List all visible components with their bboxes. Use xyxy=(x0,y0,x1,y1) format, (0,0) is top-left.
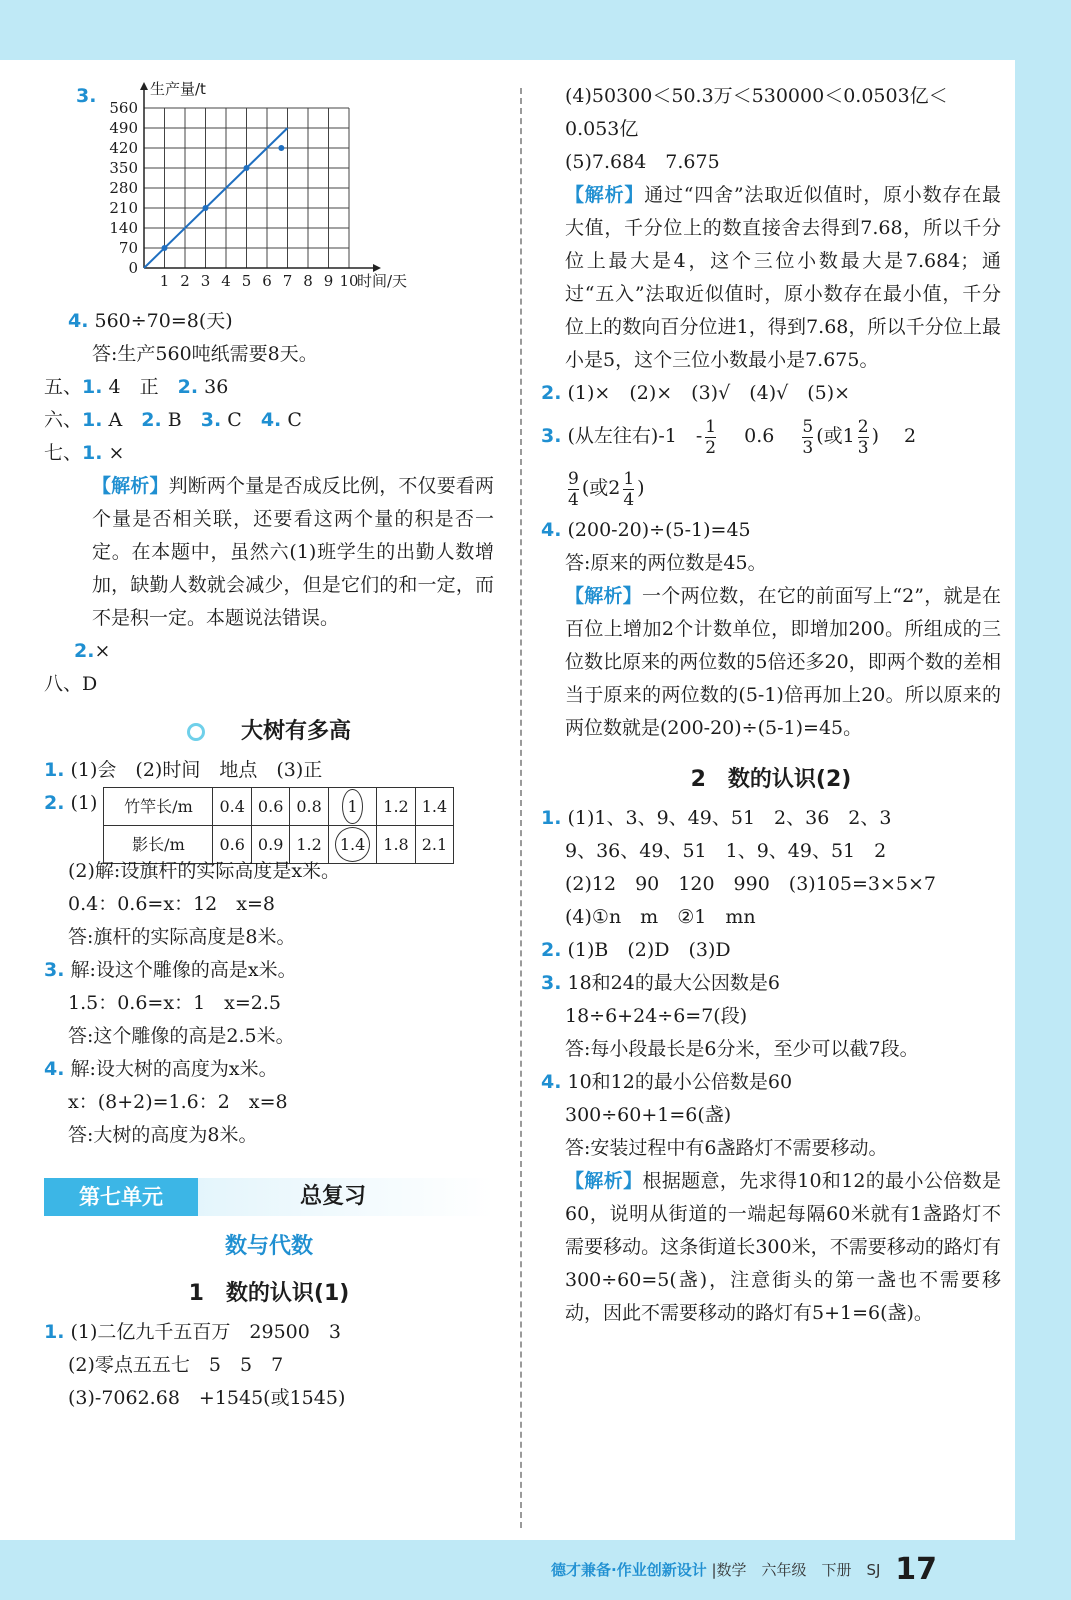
fraction-denominator: 4 xyxy=(623,489,635,510)
y-tick-label: 280 xyxy=(109,179,138,197)
m3-line1 xyxy=(541,967,1001,1000)
r3-line xyxy=(541,410,1001,462)
r4-equation: (200-20)÷(5-1)=45 xyxy=(567,519,751,541)
s6-3-num: 3. xyxy=(200,409,222,431)
m2-line xyxy=(541,934,1001,967)
r3-or2: (或2 xyxy=(581,477,621,499)
m2-num: 2. xyxy=(541,939,562,961)
x-tick-label: 10 xyxy=(339,272,359,290)
r-line2: 0.053亿 xyxy=(565,118,639,140)
y-axis-arrow-icon xyxy=(140,82,148,90)
x-tick-label: 4 xyxy=(221,272,231,290)
n1-line2: (2)零点五五七 5 5 7 xyxy=(68,1354,284,1376)
r-line1: (4)50300＜50.3万＜530000＜0.0503亿＜ xyxy=(565,85,948,107)
y-tick-label: 140 xyxy=(109,219,138,237)
s5-b-num: 2. xyxy=(177,376,199,398)
n1-line1 xyxy=(44,1316,494,1349)
r4-line xyxy=(541,514,1001,547)
table-cell: 0.6 xyxy=(251,788,289,826)
m4-line1 xyxy=(541,1066,1001,1099)
q4-line xyxy=(44,305,494,338)
x-tick-label: 9 xyxy=(323,272,334,290)
x-tick-label: 7 xyxy=(282,272,293,290)
table-header-shadow: 影长/m xyxy=(104,826,213,864)
r-line3: (5)7.684 7.675 xyxy=(565,151,720,173)
r3-close1: ) xyxy=(871,425,879,447)
r2-text: (1)× (2)× (3)√ (4)√ (5)× xyxy=(567,382,851,404)
s6-3-text: C xyxy=(227,409,242,431)
table-cell: 0.9 xyxy=(251,826,289,864)
footer-subject: |数学 六年级 下册 SJ xyxy=(711,1561,881,1579)
x-tick-label: 6 xyxy=(262,272,272,290)
t3-line3: 答:这个雕像的高是2.5米。 xyxy=(68,1025,295,1047)
fraction-denominator: 3 xyxy=(857,437,869,458)
s7-explanation xyxy=(44,470,494,635)
table-cell-circled xyxy=(328,788,376,826)
r3-close2: ) xyxy=(637,477,645,499)
r4-explanation xyxy=(541,580,1001,745)
r3-prefix: (从左往右)-1 - xyxy=(567,425,703,447)
unit-label: 第七单元 xyxy=(44,1178,198,1216)
fraction xyxy=(623,469,634,510)
m1-line1 xyxy=(541,802,1001,835)
column-divider xyxy=(520,88,522,1528)
q4-number: 4. xyxy=(68,310,89,332)
page-footer xyxy=(551,1552,937,1587)
r3-line2 xyxy=(541,462,1001,514)
table-row xyxy=(104,788,454,826)
s7-label: 七、 xyxy=(44,442,83,464)
table-cell: 1.4 xyxy=(415,788,453,826)
unit-title: 总复习 xyxy=(300,1184,367,1209)
x-tick-label: 3 xyxy=(200,272,211,290)
section-five xyxy=(44,371,494,404)
x-tick-label: 8 xyxy=(303,272,313,290)
bamboo-shadow-table xyxy=(103,787,454,864)
data-point xyxy=(203,205,209,211)
m4-text: 10和12的最小公倍数是60 xyxy=(567,1071,793,1093)
fraction-denominator: 4 xyxy=(568,489,579,510)
unit-banner xyxy=(44,1178,494,1216)
s7-2-line xyxy=(44,635,494,668)
fraction xyxy=(568,469,579,510)
t3-line2: 1.5：0.6=x：1 x=2.5 xyxy=(68,992,282,1014)
t3-line1 xyxy=(44,954,494,987)
s6-1-num: 1. xyxy=(82,409,103,431)
analysis-tag: 【解析】 xyxy=(565,184,645,206)
data-point xyxy=(278,145,284,151)
data-point xyxy=(244,165,250,171)
s7-1-text: × xyxy=(108,442,125,464)
r4-explanation-text: 一个两位数，在它的前面写上“2”，就是在百位上增加2个计数单位，即增加200。所组成的三位数比原来的两位数的5倍还多20，即两个数的差相当于原来的两位数的(5-1)倍再加上20。所以原来的两位数就是(200-20)÷(5-1)=45。 xyxy=(565,585,1001,739)
s5-b-text: 36 xyxy=(204,376,229,398)
m1-line4: (4)①n m ②1 mn xyxy=(565,906,756,928)
x-tick-label: 5 xyxy=(241,272,252,290)
t4-line2: x：(8+2)=1.6：2 x=8 xyxy=(68,1091,288,1113)
t1-num: 1. xyxy=(44,759,65,781)
t2-part1: (1) xyxy=(70,792,98,814)
analysis-tag: 【解析】 xyxy=(92,475,169,497)
y-tick-label: 490 xyxy=(109,119,138,137)
t3-num: 3. xyxy=(44,959,65,981)
section-eight: 八、D xyxy=(44,673,98,695)
r3-num: 3. xyxy=(541,425,562,447)
x-axis-arrow-icon xyxy=(373,264,381,272)
page-number: 17 xyxy=(895,1552,938,1587)
fraction-numerator: 1 xyxy=(705,416,717,437)
q3-number: 3. xyxy=(76,85,97,107)
table-cell: 2.1 xyxy=(415,826,453,864)
m1-text: (1)1、3、9、49、51 2、36 2、3 xyxy=(567,807,892,829)
right-band xyxy=(1015,0,1071,1600)
fraction-numerator: 1 xyxy=(623,468,635,489)
y-tick-label: 0 xyxy=(128,259,138,277)
tree-title: 大树有多高 xyxy=(240,719,351,744)
m1-line2: 9、36、49、51 1、9、49、51 2 xyxy=(565,840,887,862)
t2-line4: 答:旗杆的实际高度是8米。 xyxy=(68,926,296,948)
fraction xyxy=(802,417,813,458)
x-axis-title: 时间/天 xyxy=(357,272,408,290)
bullet-dot-icon xyxy=(187,723,205,741)
s6-2-num: 2. xyxy=(141,409,162,431)
analysis-tag: 【解析】 xyxy=(565,1170,643,1192)
fraction xyxy=(705,417,716,458)
s5-a-num: 1. xyxy=(82,376,103,398)
circled-value: 1.4 xyxy=(335,827,370,862)
t4-num: 4. xyxy=(44,1058,65,1080)
t3-text: 解:设这个雕像的高是x米。 xyxy=(70,959,297,981)
t2-line3: 0.4：0.6=x：12 x=8 xyxy=(68,893,275,915)
m4-explanation xyxy=(541,1165,1001,1330)
section-number-recognition-2: 2 数的认识(2) xyxy=(690,767,852,792)
m4-line2: 300÷60+1=6(盏) xyxy=(565,1104,732,1126)
r-explanation-1-text: 通过“四舍”法取近似值时，原小数存在最大值，千分位上的数直接舍去得到7.68，所以千分位上最大是4，这个三位小数最大是7.684；通过“五入”法取近似值时，原小数存在最小值，千分位上的数向百分位进1，得到7.68，所以千分位上最小是5，这个三位小数最小是7.675。 xyxy=(565,184,1001,371)
y-tick-label: 70 xyxy=(118,239,138,257)
right-column xyxy=(541,80,1001,1330)
m3-line3: 答:每小段最长是6分米，至少可以截7段。 xyxy=(565,1038,919,1060)
r3-or1: (或1 xyxy=(816,425,855,447)
m3-line2: 18÷6+24÷6=7(段) xyxy=(565,1005,748,1027)
q4-equation: 560÷70=8(天) xyxy=(94,310,233,332)
r4-answer: 答:原来的两位数是45。 xyxy=(565,552,767,574)
section-seven xyxy=(44,437,494,470)
table-cell: 1.8 xyxy=(377,826,415,864)
y-tick-label: 210 xyxy=(109,199,138,217)
s7-2-text: × xyxy=(94,640,111,662)
t1-text: (1)会 (2)时间 地点 (3)正 xyxy=(70,759,323,781)
section-title-tree xyxy=(44,715,494,748)
m3-text: 18和24的最大公因数是6 xyxy=(567,972,780,994)
m3-num: 3. xyxy=(541,972,562,994)
production-line-chart xyxy=(92,80,492,305)
s7-explanation-text: 判断两个量是否成反比例，不仅要看两个量是否相关联，还要看这两个量的积是否一定。在本题中，虽然六(1)班学生的出勤人数增加，缺勤人数就会减少，但是它们的和一定，而不是积一定。本题说法错误。 xyxy=(92,475,494,629)
table-cell: 0.4 xyxy=(213,788,251,826)
r2-num: 2. xyxy=(541,382,562,404)
table-header-bamboo: 竹竿长/m xyxy=(104,788,213,826)
s6-4-num: 4. xyxy=(260,409,282,431)
s5-label: 五、 xyxy=(44,376,83,398)
s6-label: 六、 xyxy=(44,409,83,431)
fraction-denominator: 3 xyxy=(802,437,814,458)
fraction xyxy=(858,417,869,458)
fraction-numerator: 2 xyxy=(857,416,869,437)
t4-line1 xyxy=(44,1053,494,1086)
table-cell: 0.8 xyxy=(290,788,328,826)
s6-1-text: A xyxy=(108,409,123,431)
m4-num: 4. xyxy=(541,1071,562,1093)
m2-text: (1)B (2)D (3)D xyxy=(567,939,731,961)
fraction-numerator: 9 xyxy=(568,468,579,489)
s5-a-text: 4 正 xyxy=(108,376,159,398)
y-tick-label: 560 xyxy=(109,99,138,117)
q4-answer: 答:生产560吨纸需要8天。 xyxy=(92,343,318,365)
table-cell: 1.2 xyxy=(377,788,415,826)
r2-line xyxy=(541,377,1001,410)
y-tick-label: 420 xyxy=(109,139,138,157)
r3-mid: 0.6 xyxy=(744,425,775,447)
s7-2-num: 2. xyxy=(74,640,95,662)
fraction-numerator: 5 xyxy=(802,416,814,437)
t4-text: 解:设大树的高度为x米。 xyxy=(70,1058,278,1080)
analysis-tag: 【解析】 xyxy=(565,585,643,607)
x-tick-label: 1 xyxy=(159,272,170,290)
s7-1-num: 1. xyxy=(82,442,103,464)
n1-line3: (3)-7062.68 +1545(或1545) xyxy=(68,1387,346,1409)
r3-last: 2 xyxy=(904,425,917,447)
fraction-denominator: 2 xyxy=(705,437,717,458)
top-wave-decoration xyxy=(0,44,1071,72)
m4-explanation-text: 根据题意，先求得10和12的最小公倍数是60，说明从街道的一端起每隔60米就有1盏路灯不需要移动。这条街道长300米，不需要移动的路灯有300÷60=5(盏)，注意街头的第一盏也不需要移动，因此不需要移动的路灯有5+1=6(盏)。 xyxy=(565,1170,1001,1324)
section-number-algebra: 数与代数 xyxy=(224,1234,313,1259)
table-cell: 0.6 xyxy=(213,826,251,864)
q3-block xyxy=(44,80,494,305)
t4-line3: 答:大树的高度为8米。 xyxy=(68,1124,258,1146)
left-column xyxy=(44,80,494,1415)
t2-line xyxy=(44,787,494,855)
m4-line3: 答:安装过程中有6盏路灯不需要移动。 xyxy=(565,1137,888,1159)
m1-line3: (2)12 90 120 990 (3)105=3×5×7 xyxy=(565,873,937,895)
section-number-recognition-1: 1 数的认识(1) xyxy=(188,1281,350,1306)
t1-line xyxy=(44,754,494,787)
table-cell: 1.2 xyxy=(290,826,328,864)
y-tick-label: 350 xyxy=(109,159,138,177)
data-point xyxy=(162,245,168,251)
x-tick-label: 2 xyxy=(180,272,190,290)
t2-line2: (2)解:设旗杆的实际高度是x米。 xyxy=(68,860,341,882)
m1-num: 1. xyxy=(541,807,562,829)
n1-num: 1. xyxy=(44,1321,65,1343)
r4-num: 4. xyxy=(541,519,562,541)
s6-4-text: C xyxy=(287,409,302,431)
circled-value: 1 xyxy=(342,789,362,824)
s6-2-text: B xyxy=(167,409,182,431)
n1-text: (1)二亿九千五百万 29500 3 xyxy=(70,1321,341,1343)
t2-num: 2. xyxy=(44,792,65,814)
r-explanation-1 xyxy=(541,179,1001,377)
footer-brand: 德才兼备·作业创新设计 xyxy=(551,1561,707,1579)
section-six xyxy=(44,404,494,437)
y-axis-title: 生产量/t xyxy=(150,80,206,98)
